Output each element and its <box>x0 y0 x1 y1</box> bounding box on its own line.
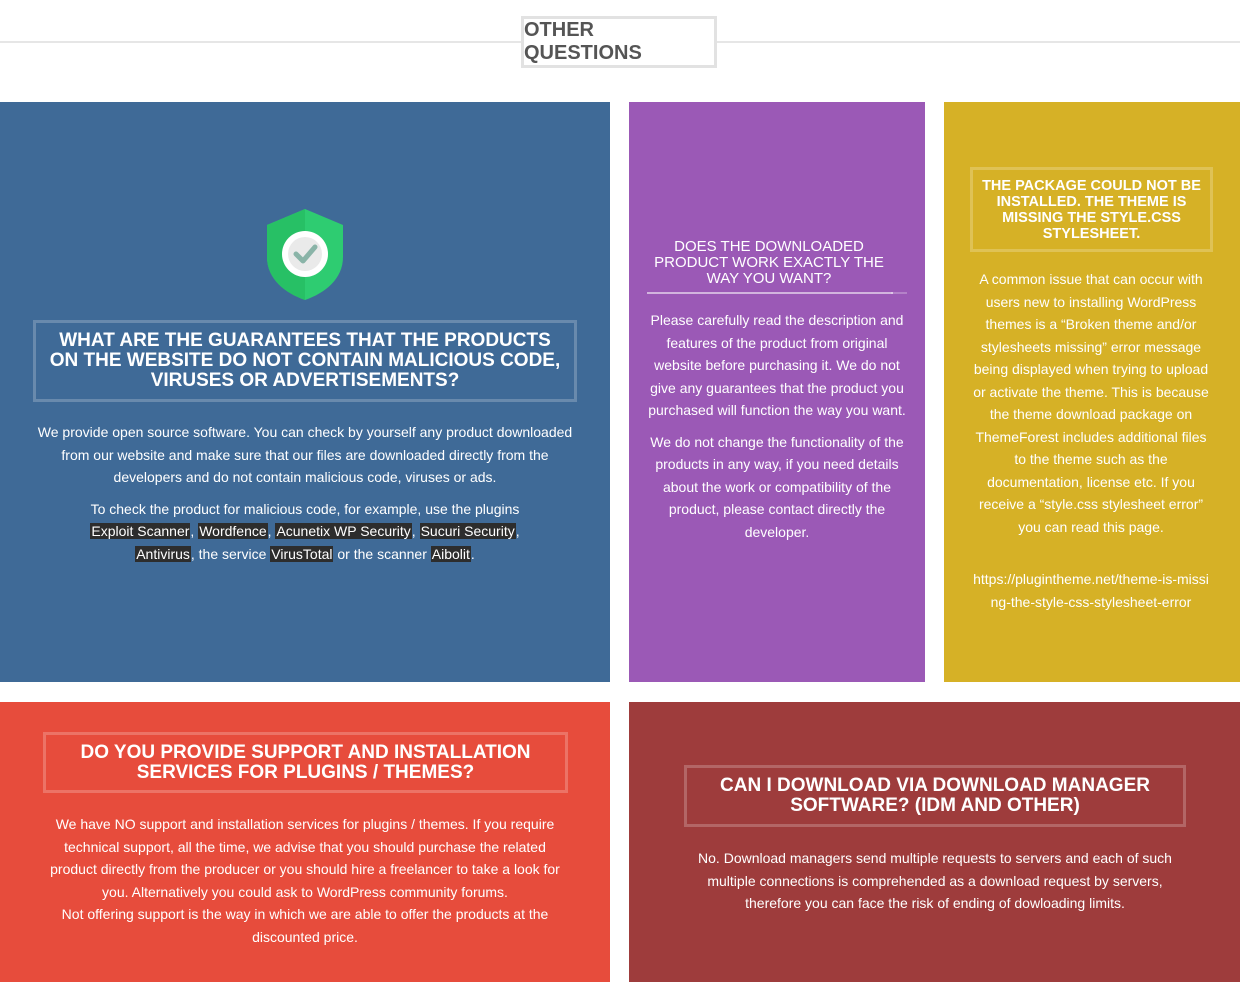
faq-answer-download <box>645 309 909 543</box>
title-underline-end <box>891 292 907 294</box>
exploit-scanner-link[interactable]: Exploit Scanner <box>91 523 190 539</box>
faq-title-download-manager: CAN I DOWNLOAD VIA DOWNLOAD MANAGER SOFTWARE? (IDM AND OTHER) <box>684 765 1186 827</box>
faq-title-support: DO YOU PROVIDE SUPPORT AND INSTALLATION SERVICES FOR PLUGINS / THEMES? <box>43 732 568 793</box>
faq-title-guarantees: WHAT ARE THE GUARANTEES THAT THE PRODUCTS ON THE WEBSITE DO NOT CONTAIN MALICIOUS CODE, VIRUSES OR ADVERTISEMENTS? <box>33 320 577 402</box>
faq-answer-download-manager <box>684 847 1186 915</box>
answer-paragraph: A common issue that can occur with users new to installing WordPress themes is a “Broken theme and/or stylesheets missing” error message being displayed when trying to upload or activate the theme. This is because the theme download package on ThemeForest includes additional files to the theme such as the documentation, license etc. If you receive a “style.css stylesheet error” you can read this page. <box>973 271 1209 535</box>
section-title: OTHER QUESTIONS <box>524 19 642 64</box>
answer-paragraph: We do not change the functionality of the products in any way, if you need details about the work or compatibility of the product, please contact directly the developer. <box>650 433 904 540</box>
shield-check-icon <box>265 207 345 301</box>
faq-title-package: THE PACKAGE COULD NOT BE INSTALLED. THE THEME IS MISSING THE STYLE.CSS STYLESHEET. <box>970 167 1213 252</box>
answer-paragraph: Please carefully read the description and features of the product from original website before purchasing it. We do not give any guarantees that the product you purchased will function the way you want. <box>648 312 906 418</box>
faq-panel-support <box>0 702 610 982</box>
title-underline <box>647 292 893 294</box>
faq-answer-package <box>971 268 1211 613</box>
section-title-box <box>521 16 717 68</box>
virustotal-link[interactable]: VirusTotal <box>271 545 333 562</box>
answer-paragraph: We have NO support and installation services for plugins / themes. If you require technical support, all the time, we advise that you should purchase the related product directly from the producer or you should hire a freelancer to take a look for you. Alternatively you could ask to WordPress community forums. <box>50 816 560 900</box>
sucuri-link[interactable]: Sucuri Security <box>420 523 515 539</box>
answer-paragraph: No. Download managers send multiple requests to servers and each of such multiple connections is comprehended as a download request by servers, therefore you can face the risk of ending of dowloading limits. <box>698 850 1172 911</box>
answer-paragraph-plugins: To check the product for malicious code, for example, use the plugins Exploit Scanner, Wordfence, Acunetix WP Security, Sucuri Security, Antivirus, the service VirusTotal or the scanner Aibolit. <box>90 500 520 562</box>
faq-answer-guarantees <box>35 421 575 565</box>
aibolit-link[interactable]: Aibolit <box>431 545 470 562</box>
antivirus-link[interactable]: Antivirus <box>136 545 190 562</box>
faq-panel-guarantees <box>0 102 610 682</box>
wordfence-link[interactable]: Wordfence <box>199 523 267 539</box>
answer-paragraph: Not offering support is the way in which we are able to offer the products at the discounted price. <box>61 906 549 945</box>
faq-panel-download <box>629 102 925 682</box>
faq-panel-download-manager <box>629 702 1240 982</box>
faq-title-download: DOES THE DOWNLOADED PRODUCT WORK EXACTLY THE WAY YOU WANT? <box>654 238 884 287</box>
answer-paragraph: We provide open source software. You can check by yourself any product downloaded from our website and make sure that our files are downloaded directly from the developers and do not contain malicious code, viruses or ads. <box>37 424 573 485</box>
faq-answer-support <box>45 813 565 948</box>
stylesheet-error-link[interactable]: https://plugintheme.net/theme-is-missing-the-style-css-stylesheet-error <box>973 571 1209 610</box>
faq-panel-package <box>944 102 1240 682</box>
acunetix-link[interactable]: Acunetix WP Security <box>276 523 411 539</box>
